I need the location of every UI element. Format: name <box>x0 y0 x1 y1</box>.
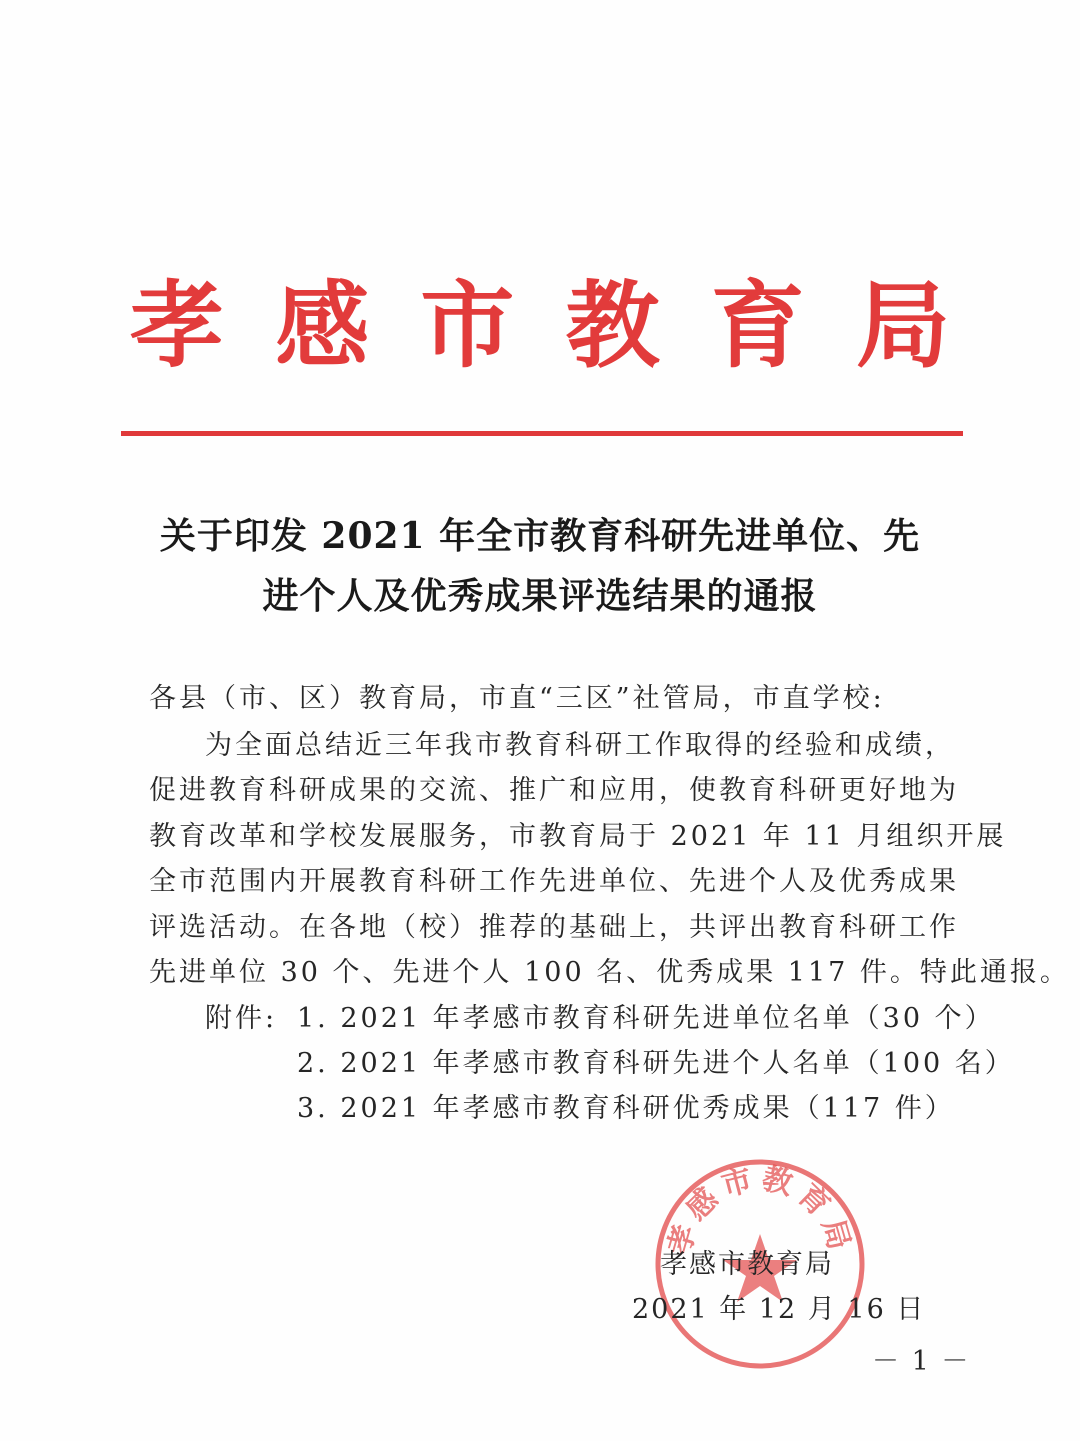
header-char: 市 <box>420 272 515 381</box>
svg-text:孝感市教育局: 孝感市教育局 <box>661 1160 859 1260</box>
signature-date: 2021 年 12 月 16 日 <box>632 1294 926 1325</box>
header-char: 感 <box>275 272 370 381</box>
salutation: 各县（市、区）教育局，市直“三区”社管局，市直学校: <box>149 683 885 714</box>
body-line: 为全面总结近三年我市教育科研工作取得的经验和成绩， <box>205 730 955 761</box>
header-char: 教 <box>565 272 660 381</box>
body-line: 评选活动。在各地（校）推荐的基础上，共评出教育科研工作 <box>149 912 959 943</box>
signature-org: 孝感市教育局 <box>660 1249 834 1280</box>
body-line: 全市范围内开展教育科研工作先进单位、先进个人及优秀成果 <box>149 866 959 897</box>
header-char: 孝 <box>130 272 225 381</box>
document-title-line-2: 进个人及优秀成果评选结果的通报 <box>262 575 818 617</box>
page-number: － 1 － <box>872 1346 971 1377</box>
body-line: 促进教育科研成果的交流、推广和应用，使教育科研更好地为 <box>149 775 959 806</box>
header-divider <box>121 431 963 436</box>
attachment-item: 3. 2021 年孝感市教育科研优秀成果（117 件） <box>297 1093 955 1124</box>
header-char: 育 <box>710 272 805 381</box>
body-line: 先进单位 30 个、先进个人 100 名、优秀成果 117 件。特此通报。 <box>149 957 1070 988</box>
document-header-org <box>130 262 950 392</box>
attachment-item: 2. 2021 年孝感市教育科研先进个人名单（100 名） <box>297 1048 1015 1079</box>
attachments-label: 附件: <box>205 1003 278 1034</box>
header-char: 局 <box>855 272 950 381</box>
document-title-line-1: 关于印发 2021 年全市教育科研先进单位、先 <box>159 515 921 557</box>
attachment-item: 1. 2021 年孝感市教育科研先进单位名单（30 个） <box>297 1003 995 1034</box>
body-line: 教育改革和学校发展服务，市教育局于 2021 年 11 月组织开展 <box>149 821 1007 852</box>
